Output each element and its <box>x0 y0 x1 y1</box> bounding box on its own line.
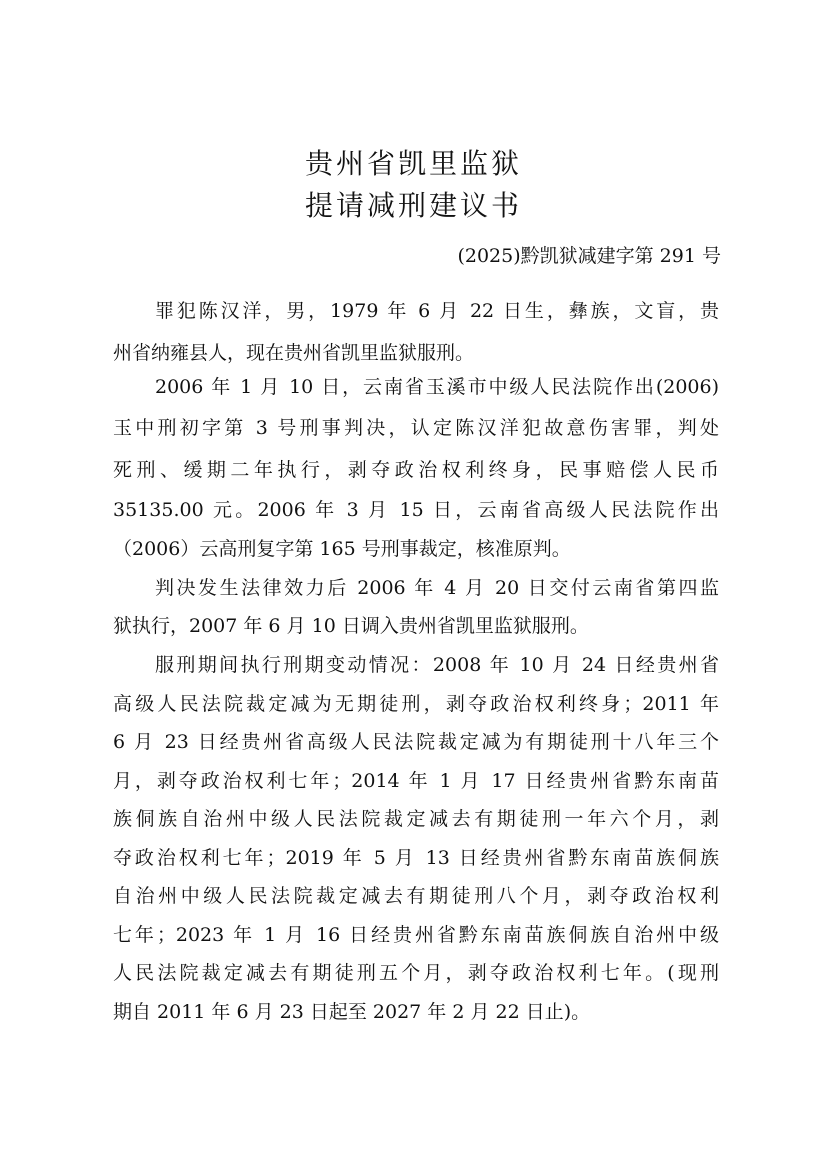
paragraph-line: 夺政治权利七年；2019 年 5 月 13 日经贵州省黔东南苗族侗族 <box>113 847 719 869</box>
paragraph-line: 高级人民法院裁定减为无期徒刑，剥夺政治权利终身；2011 年 <box>113 693 719 715</box>
paragraph-line: （2006）云高刑复字第 165 号刑事裁定，核准原判。 <box>113 538 571 560</box>
paragraph-line: 族侗族自治州中级人民法院裁定减去有期徒刑一年六个月，剥 <box>113 808 719 830</box>
document-number: (2025)黔凯狱减建字第 291 号 <box>457 245 721 267</box>
paragraph-line: 判决发生法律效力后 2006 年 4 月 20 日交付云南省第四监 <box>155 577 719 599</box>
paragraph-line: 人民法院裁定减去有期徒刑五个月，剥夺政治权利七年。(现刑 <box>113 962 719 984</box>
paragraph-line: 期自 2011 年 6 月 23 日起至 2027 年 2 月 22 日止)。 <box>113 1001 591 1023</box>
paragraph-line: 月，剥夺政治权利七年；2014 年 1 月 17 日经贵州省黔东南苗 <box>113 770 719 792</box>
paragraph-line: 州省纳雍县人，现在贵州省凯里监狱服刑。 <box>113 342 475 364</box>
paragraph-line: 2006 年 1 月 10 日，云南省玉溪市中级人民法院作出(2006) <box>155 376 719 398</box>
paragraph-line: 玉中刑初字第 3 号刑事判决，认定陈汉洋犯故意伤害罪，判处 <box>113 417 719 439</box>
paragraph-line: 35135.00 元。2006 年 3 月 15 日，云南省高级人民法院作出 <box>113 499 719 521</box>
paragraph-line: 死刑、缓期二年执行，剥夺政治权利终身，民事赔偿人民币 <box>113 459 719 481</box>
paragraph-line: 罪犯陈汉洋，男，1979 年 6 月 22 日生，彝族，文盲，贵 <box>155 300 719 322</box>
paragraph-line: 6 月 23 日经贵州省高级人民法院裁定减为有期徒刑十八年三个 <box>113 731 719 753</box>
paragraph-line: 自治州中级人民法院裁定减去有期徒刑八个月，剥夺政治权利 <box>113 885 719 907</box>
paragraph-line: 七年；2023 年 1 月 16 日经贵州省黔东南苗族侗族自治州中级 <box>113 924 719 946</box>
document-title-line1: 贵州省凯里监狱 <box>304 147 522 180</box>
paragraph-line: 服刑期间执行刑期变动情况：2008 年 10 月 24 日经贵州省 <box>155 654 719 676</box>
document-title-line2: 提请减刑建议书 <box>304 189 522 222</box>
paragraph-line: 狱执行，2007 年 6 月 10 日调入贵州省凯里监狱服刑。 <box>113 615 589 637</box>
